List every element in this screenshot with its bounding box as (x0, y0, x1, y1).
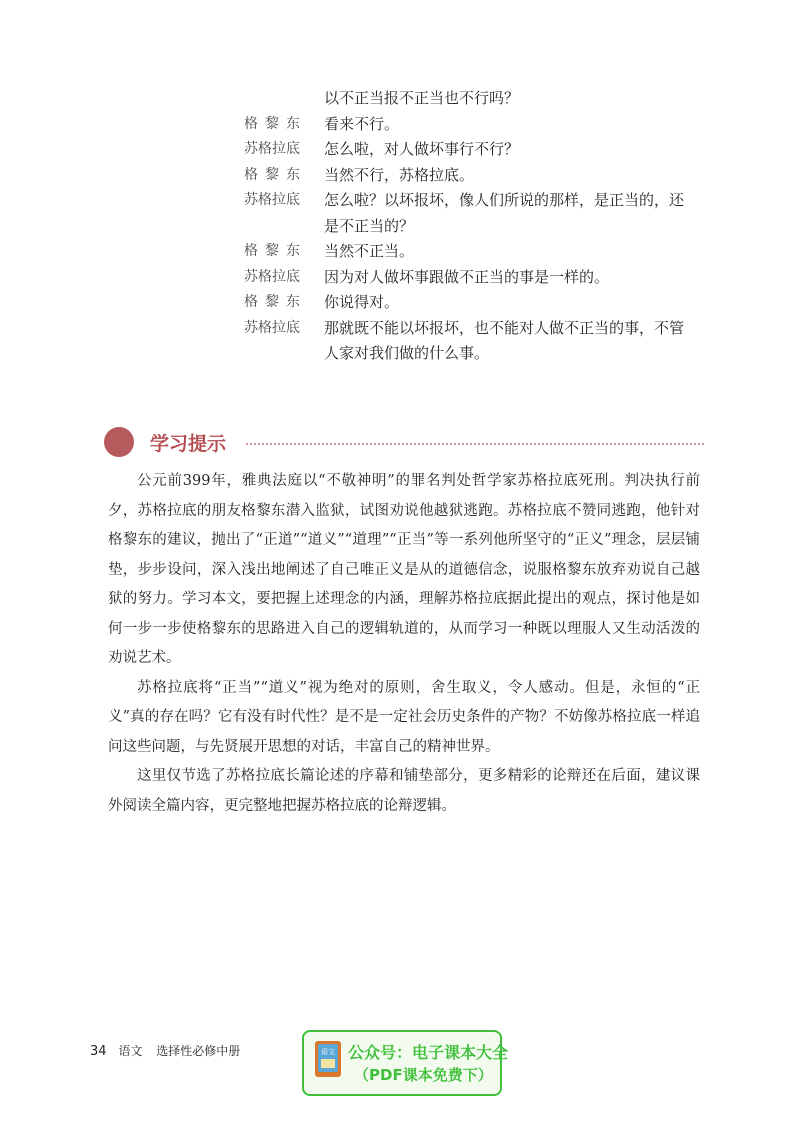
speech-text: 那就既不能以坏报坏，也不能对人做不正当的事，不管 (324, 318, 685, 337)
dialogue-line (244, 86, 714, 112)
tip-paragraph: 苏格拉底将“正当”“道义”视为绝对的原则，舍生取义，令人感动。但是，永恒的“正义”真的存在吗？它有没有时代性？是不是一定社会历史条件的产物？不妨像苏格拉底一样追问这些问题，与先贤展开思想的对话，丰富自己的精神世界。 (108, 679, 700, 755)
section-dot-icon (104, 427, 134, 457)
tip-paragraph: 公元前399年，雅典法庭以“不敬神明”的罪名判处哲学家苏格拉底死刑。判决执行前夕，苏格拉底的朋友格黎东潜入监狱，试图劝说他越狱逃跑。苏格拉底不赞同逃跑，他针对格黎东的建议，抛出了“正道”“道义”“道理”“正当”等一系列他所坚守的“正义”理念，层层铺垫，步步设问，深入浅出地阐述了自己唯正义是从的道德信念，说服格黎东放弃劝说自己越狱的努力。学习本文，要把握上述理念的内涵，理解苏格拉底据此提出的观点，探讨他是如何一步一步使格黎东的思路进入自己的逻辑轨道的，从而学习一种既以理服人又生动活泼的劝说艺术。 (108, 473, 700, 666)
speaker-name (244, 341, 324, 367)
dialogue-line (244, 316, 714, 342)
study-tips-body (108, 467, 700, 821)
dialogue-line (244, 290, 714, 316)
speech-text: 怎么啦，对人做坏事行不行？ (324, 140, 520, 158)
dialogue (244, 86, 714, 367)
svg-text:语文: 语文 (321, 1048, 335, 1056)
book-volume: 选择性必修中册 (156, 1044, 241, 1058)
speech-text: 当然不行，苏格拉底。 (324, 165, 475, 184)
speaker-name: 格黎东 (244, 294, 307, 310)
speech-text: 看来不行。 (324, 114, 400, 133)
watermark-line-2: （PDF课本免费下） (354, 1066, 493, 1084)
watermark-line-1: 公众号：电子课本大全 (348, 1043, 509, 1062)
speech-text: 人家对我们做的什么事。 (324, 344, 490, 362)
book-logo-icon (314, 1040, 342, 1078)
dialogue-line (244, 239, 714, 265)
speech-text: 当然不正当。 (324, 242, 415, 260)
speaker-name: 苏格拉底 (244, 141, 300, 157)
dialogue-line (244, 137, 714, 163)
speaker-name: 格黎东 (244, 115, 307, 132)
speech-text: 怎么啦？以坏报坏，像人们所说的那样，是正当的，还 (324, 191, 685, 209)
speaker-name: 苏格拉底 (244, 319, 300, 336)
study-tips-header (104, 425, 704, 459)
speaker-name: 苏格拉底 (244, 268, 300, 285)
dialogue-line (244, 214, 714, 240)
dialogue-line (244, 112, 714, 138)
speaker-name (244, 86, 324, 112)
dialogue-line (244, 163, 714, 189)
tip-paragraph: 这里仅节选了苏格拉底长篇论述的序幕和铺垫部分，更多精彩的论辩还在后面，建议课外阅读全篇内容，更完整地把握苏格拉底的论辩逻辑。 (108, 768, 700, 814)
dialogue-line (244, 265, 714, 291)
speech-text: 你说得对。 (324, 293, 400, 311)
speech-text: 以不正当报不正当也不行吗？ (324, 89, 520, 107)
dotted-divider (246, 443, 704, 445)
speaker-name: 苏格拉底 (244, 192, 300, 208)
dialogue-line (244, 188, 714, 214)
page-number: 34 (90, 1044, 107, 1059)
study-tips-title: 学习提示 (150, 433, 227, 455)
watermark-badge (302, 1030, 509, 1096)
speech-text: 是不正当的？ (324, 216, 415, 235)
speaker-name (244, 214, 324, 240)
page-footer (90, 1042, 240, 1059)
speech-text: 因为对人做坏事跟做不正当的事是一样的。 (324, 267, 610, 286)
speaker-name: 格黎东 (244, 243, 307, 259)
speaker-name: 格黎东 (244, 166, 307, 183)
book-subject: 语文 (118, 1044, 143, 1058)
dialogue-line (244, 341, 714, 367)
